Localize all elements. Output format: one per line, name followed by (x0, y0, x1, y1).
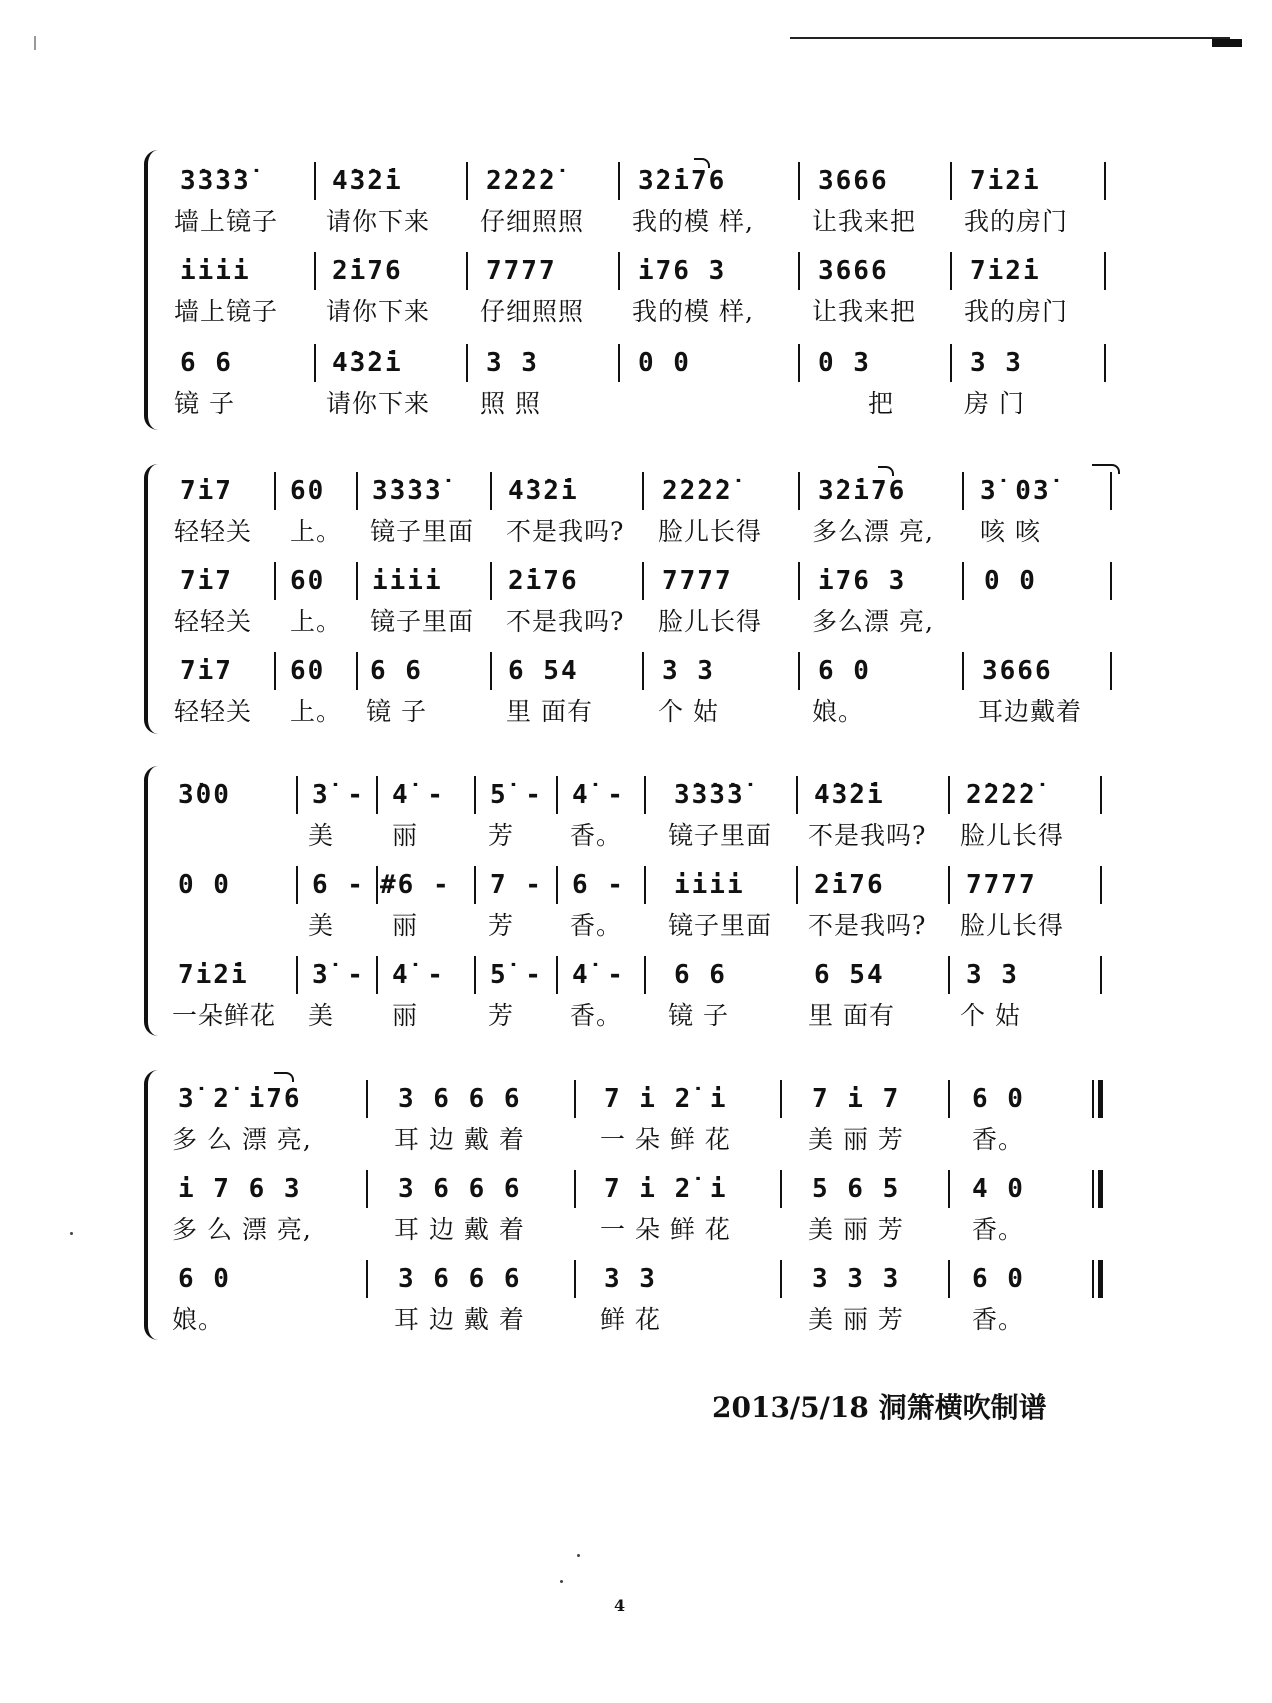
measure: 60 (290, 656, 326, 686)
lyric: 镜 子 (668, 1001, 729, 1030)
measure: 6 54 (508, 656, 579, 686)
lyric: 香。 (972, 1215, 1025, 1244)
measure: 3 3 (966, 960, 1019, 990)
scan-speck (560, 1580, 563, 1583)
lyric: 上。 (290, 697, 343, 726)
measure: 5̇ - (490, 780, 543, 810)
lyric: 轻轻关 (174, 607, 253, 636)
measure: 3 3 (604, 1264, 657, 1294)
lyric: 镜子里面 (370, 517, 475, 546)
measure: i 7 6 3 (178, 1174, 302, 1204)
measure: 3̇3̇3̇3̇ (372, 476, 443, 506)
barline (780, 1080, 782, 1118)
measure: 0 0 (984, 566, 1037, 596)
measure: 3̇3̇3̇3̇ (180, 166, 251, 196)
measure: 2̇2̇2̇2̇ (662, 476, 733, 506)
transcriber-signature: 2013/5/18 洞箫横吹制谱 (712, 1391, 1047, 1424)
lyric: 不是我吗? (506, 607, 625, 636)
lyric: 咳 咳 (980, 517, 1041, 546)
measure: 4 0 (972, 1174, 1025, 1204)
measure: 6 0 (178, 1264, 231, 1294)
lyric: 娘。 (812, 697, 865, 726)
lyric: 美 丽 芳 (808, 1125, 904, 1154)
measure: 6 - (572, 870, 625, 900)
measure: 0 0 (178, 870, 231, 900)
barline (780, 1170, 782, 1208)
scan-speck (577, 1554, 580, 1557)
measure: 3̇ 2̇ i76 (178, 1084, 302, 1114)
lyric: 美 (308, 1001, 335, 1030)
measure: 7i7 (180, 476, 233, 506)
lyric: 丽 (392, 1001, 419, 1030)
lyric: 里 面有 (506, 697, 593, 726)
lyric: 脸儿长得 (960, 821, 1065, 850)
lyric: 芳 (488, 821, 515, 850)
lyric: 我的房门 (964, 207, 1069, 236)
lyric: 镜 子 (174, 389, 235, 418)
measure: 2̇i76 (332, 256, 403, 286)
measure: 3666 (818, 256, 889, 286)
barline (366, 1170, 368, 1208)
measure: 7i7 (180, 566, 233, 596)
measure: 4̇3̇2̇i (332, 348, 403, 378)
lyric: 镜子里面 (668, 821, 773, 850)
lyric: 丽 (392, 911, 419, 940)
measure: iiii (372, 566, 443, 596)
measure: 3 3 3 (812, 1264, 901, 1294)
lyric: 耳 边 戴 着 (394, 1305, 525, 1334)
measure: 3 6 6 6 (398, 1084, 522, 1114)
lyric: 美 丽 芳 (808, 1215, 904, 1244)
measure: 5̇ - (490, 960, 543, 990)
lyric: 多 么 漂 亮, (172, 1125, 312, 1154)
final-barline (1098, 1170, 1103, 1208)
measure: iiii (180, 256, 251, 286)
measure: 3̇2̇i76 (818, 476, 907, 506)
measure: 3666 (982, 656, 1053, 686)
measure: 3 3 (662, 656, 715, 686)
measure: 6 6 (370, 656, 423, 686)
lyric: 请你下来 (326, 389, 431, 418)
lyric: 芳 (488, 911, 515, 940)
measure: 6 54 (814, 960, 885, 990)
lyric: 镜子里面 (668, 911, 773, 940)
measure: 6 0 (818, 656, 871, 686)
lyric: 请你下来 (326, 207, 431, 236)
measure: 4̇3̇2̇i (508, 476, 579, 506)
measure: 3̇ 03̇ (980, 476, 1051, 506)
barline (366, 1080, 368, 1118)
lyric: 里 面有 (808, 1001, 895, 1030)
measure: i76 3 (818, 566, 907, 596)
barline (780, 1260, 782, 1298)
measure: 0 0 (638, 348, 691, 378)
lyric: 我的模 样, (632, 207, 754, 236)
measure: 6 - (312, 870, 365, 900)
measure: 6 0 (972, 1084, 1025, 1114)
measure: 3̇ - (312, 960, 365, 990)
measure: 3 6 6 6 (398, 1174, 522, 1204)
system-brace (144, 1070, 160, 1340)
lyric: 房 门 (964, 389, 1025, 418)
lyric: 一朵鲜花 (172, 1001, 277, 1030)
lyric: 轻轻关 (174, 697, 253, 726)
lyric: 美 (308, 821, 335, 850)
lyric: 不是我吗? (808, 911, 927, 940)
measure: 7 i 7 (812, 1084, 901, 1114)
final-barline (1092, 1170, 1094, 1208)
barline (948, 1170, 950, 1208)
measure: 4̇ - (572, 960, 625, 990)
measure: 7 - (490, 870, 543, 900)
measure: 4̇3̇2̇i (332, 166, 403, 196)
lyric: 轻轻关 (174, 517, 253, 546)
lyric: 我的模 样, (632, 297, 754, 326)
lyric: 鲜 花 (600, 1305, 661, 1334)
measure: 0 3 (818, 348, 871, 378)
measure: 5 6 5 (812, 1174, 901, 1204)
page-number: 4 (614, 1596, 626, 1615)
lyric: 让我来把 (812, 297, 917, 326)
measure: 60 (290, 476, 326, 506)
barline (574, 1260, 576, 1298)
measure: 7777 (966, 870, 1037, 900)
final-barline (1092, 1260, 1094, 1298)
measure: 3 3 (970, 348, 1023, 378)
measure: iiii (674, 870, 745, 900)
lyric: 香。 (972, 1305, 1025, 1334)
measure: 2̇i76 (508, 566, 579, 596)
lyric: 镜 子 (366, 697, 427, 726)
measure: 2̇2̇2̇2̇ (966, 780, 1037, 810)
measure: 3̇ - (312, 780, 365, 810)
measure: 6 6 (180, 348, 233, 378)
lyric: 上。 (290, 607, 343, 636)
lyric: 仔细照照 (480, 297, 585, 326)
lyric: 镜子里面 (370, 607, 475, 636)
lyric: 一 朵 鲜 花 (600, 1215, 731, 1244)
lyric: 美 (308, 911, 335, 940)
lyric: 耳边戴着 (978, 697, 1083, 726)
measure: 3 3 (486, 348, 539, 378)
measure: 7 i 2̇ i (604, 1084, 728, 1114)
barline (948, 1080, 950, 1118)
final-barline (1098, 1080, 1103, 1118)
lyric: 不是我吗? (808, 821, 927, 850)
measure: 6 0 (972, 1264, 1025, 1294)
lyric: 我的房门 (964, 297, 1069, 326)
measure: i76 3 (638, 256, 727, 286)
lyric: 多 么 漂 亮, (172, 1215, 312, 1244)
final-barline (1092, 1080, 1094, 1118)
lyric: 上。 (290, 517, 343, 546)
barline (574, 1170, 576, 1208)
lyric: 脸儿长得 (960, 911, 1065, 940)
lyric: 脸儿长得 (658, 607, 763, 636)
measure: 7i2̇i (178, 960, 249, 990)
lyric: 丽 (392, 821, 419, 850)
lyric: 墙上镜子 (174, 207, 279, 236)
measure: 7i7 (180, 656, 233, 686)
barline (574, 1080, 576, 1118)
measure: 3666 (818, 166, 889, 196)
measure: 4̇3̇2̇i (814, 780, 885, 810)
measure: 3̇3̇3̇3̇ (674, 780, 745, 810)
lyric: 香。 (570, 821, 623, 850)
measure: 7777 (486, 256, 557, 286)
lyric: 个 姑 (658, 697, 719, 726)
barline (948, 1260, 950, 1298)
lyric: 一 朵 鲜 花 (600, 1125, 731, 1154)
slur (274, 1072, 294, 1082)
lyric: 多么漂 亮, (812, 607, 934, 636)
lyric: 耳 边 戴 着 (394, 1125, 525, 1154)
measure: 6 6 (674, 960, 727, 990)
measure: #6 - (380, 870, 451, 900)
measure: 7i2̇i (970, 166, 1041, 196)
lyric: 美 丽 芳 (808, 1305, 904, 1334)
lyric: 娘。 (172, 1305, 225, 1334)
measure: 3 6 6 6 (398, 1264, 522, 1294)
lyric: 照 照 (480, 389, 541, 418)
measure: 2̇2̇2̇2̇ (486, 166, 557, 196)
measure: 4̇ - (392, 780, 445, 810)
barline (366, 1260, 368, 1298)
lyric: 香。 (570, 1001, 623, 1030)
measure: 7777 (662, 566, 733, 596)
lyric: 仔细照照 (480, 207, 585, 236)
lyric: 香。 (972, 1125, 1025, 1154)
lyric: 把 (868, 389, 895, 418)
lyric: 个 姑 (960, 1001, 1021, 1030)
lyric: 墙上镜子 (174, 297, 279, 326)
measure: 3̇2̇i76 (638, 166, 727, 196)
lyric: 多么漂 亮, (812, 517, 934, 546)
measure: 7 i 2̇ i (604, 1174, 728, 1204)
measure: 4̇ - (572, 780, 625, 810)
lyric: 让我来把 (812, 207, 917, 236)
lyric: 脸儿长得 (658, 517, 763, 546)
measure: 4̇ - (392, 960, 445, 990)
measure: 60 (290, 566, 326, 596)
lyric: 耳 边 戴 着 (394, 1215, 525, 1244)
lyric: 香。 (570, 911, 623, 940)
measure: 7i2̇i (970, 256, 1041, 286)
lyric: 请你下来 (326, 297, 431, 326)
lyric: 芳 (488, 1001, 515, 1030)
measure: 2̇i76 (814, 870, 885, 900)
lyric: 不是我吗? (506, 517, 625, 546)
measure: 3̇00 (178, 780, 231, 810)
final-barline (1098, 1260, 1103, 1298)
